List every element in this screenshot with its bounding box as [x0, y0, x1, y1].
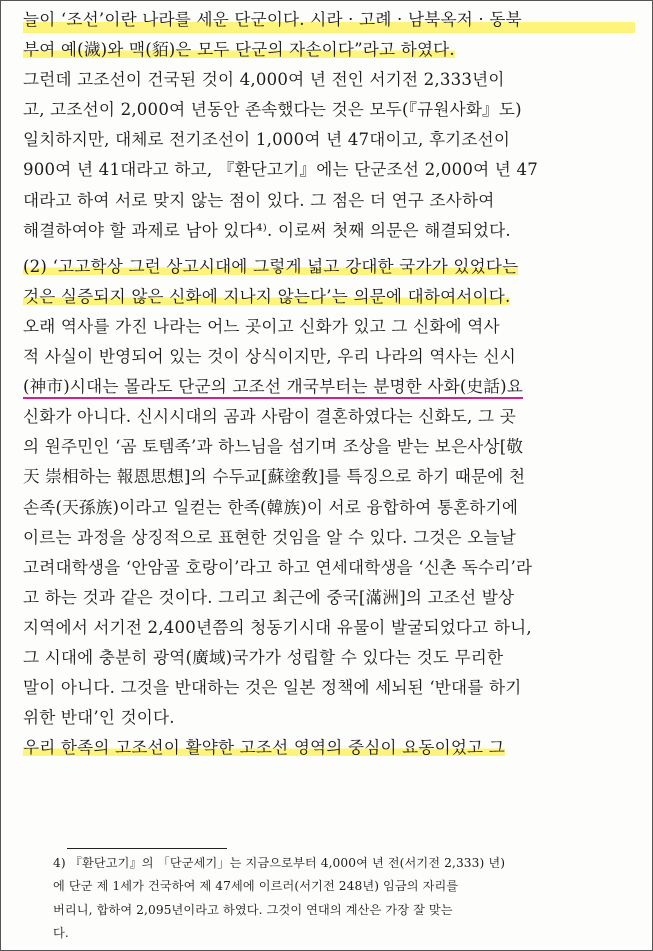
line-4: 고, 고조선이 2,000여 년동안 존속했다는 것은 모두(『규원사화』도)	[23, 100, 522, 120]
text-line	[23, 186, 635, 216]
footnote-line: 버리니, 합하여 2,095년이라고 하였다. 그것이 연대의 계산은 가장 잘 맞는	[53, 902, 453, 917]
text-line	[23, 583, 635, 613]
footnote-line: 에 단군 제 1세가 건국하여 제 47세에 이르러(서기전 248년) 임금의 자리를	[53, 879, 459, 894]
line-21: 지역에서 서기전 2,400년쯤의 청동기시대 유물이 발굴되었다고 하니,	[23, 617, 532, 637]
text-line	[23, 673, 635, 703]
text-line	[23, 553, 635, 583]
text-line	[23, 5, 635, 35]
text-line	[23, 125, 635, 155]
text-line	[23, 35, 635, 65]
text-line	[23, 402, 635, 432]
line-24: 위한 반대’인 것이다.	[23, 708, 175, 728]
text-line	[23, 613, 635, 643]
footnote-line: 다.	[53, 925, 69, 940]
body-text	[23, 5, 635, 763]
line-15: 의 원주민인 ‘곰 토템족’과 하느님을 섬기며 조상을 받는 보은사상[敬	[23, 437, 524, 457]
text-line	[23, 643, 635, 673]
line-19: 고려대학생을 ‘안암골 호랑이’라고 하고 연세대학생을 ‘신촌 독수리’라	[23, 557, 533, 577]
line-18: 이르는 과정을 상징적으로 표현한 것임을 알 수 있다. 그것은 오늘날	[23, 527, 516, 547]
text-line	[23, 523, 635, 553]
line-9: (2) ‘고고학상 그런 상고시대에 그렇게 넓고 강대한 국가가 있었다는	[23, 256, 519, 276]
line-25: 우리 한족의 고조선이 활약한 고조선 영역의 중심이 요동이었고 그	[23, 738, 505, 758]
text-line	[23, 252, 635, 282]
text-line	[23, 312, 635, 342]
line-2: 부여 예(濊)와 맥(貊)은 모두 단군의 자손이다”라고 하였다.	[23, 40, 455, 60]
line-6: 900여 년 41대라고 하고, 『환단고기』에는 단군조선 2,000여 년 47	[23, 160, 539, 180]
text-line	[23, 462, 635, 492]
footnote-rule	[67, 848, 227, 849]
line-7: 대라고 하여 서로 맞지 않는 점이 있다. 그 점은 더 연구 조사하여	[23, 190, 495, 210]
line-5: 일치하지만, 대체로 전기조선이 1,000여 년 47대이고, 후기조선이	[23, 130, 511, 150]
text-line	[23, 282, 635, 312]
footnote	[53, 852, 643, 945]
line-23: 말이 아니다. 그것을 반대하는 것은 일본 정책에 세뇌된 ‘반대를 하기	[23, 678, 522, 698]
text-line	[23, 155, 635, 185]
line-8: 해결하여야 할 과제로 남아 있다⁴⁾. 이로써 첫째 의문은 해결되었다.	[23, 220, 511, 240]
text-line	[23, 432, 635, 462]
line-11: 오래 역사를 가진 나라는 어느 곳이고 신화가 있고 그 신화에 역사	[23, 316, 500, 336]
line-10: 것은 실증되지 않은 신화에 지나지 않는다’는 의문에 대하여서이다.	[23, 286, 511, 306]
text-line	[23, 493, 635, 523]
text-line	[23, 65, 635, 95]
text-line	[23, 95, 635, 125]
line-17: 손족(天孫族)이라고 일컫는 한족(韓族)이 서로 융합하여 통혼하기에	[23, 497, 519, 517]
line-12: 적 사실이 반영되어 있는 것이 상식이지만, 우리 나라의 역사는 신시	[23, 347, 516, 367]
line-1: 늘이 ‘조선’이란 나라를 세운 단군이다. 시라 · 고례 · 남북옥저 · 동북	[23, 10, 522, 29]
line-20: 고 하는 것과 같은 것이다. 그리고 최근에 중국[滿洲]의 고조선 발상	[23, 587, 515, 607]
line-16: 天 崇相하는 報恩思想]의 수두교[蘇塗敎]를 특징으로 하기 때문에 천	[23, 467, 526, 487]
text-line	[23, 342, 635, 372]
footnote-line: 4) 『환단고기』의 「단군세기」는 지금으로부터 4,000여 년 전(서기전 2,333) 년)	[53, 856, 506, 870]
line-13: (神市)시대는 몰라도 단군의 고조선 개국부터는 분명한 사화(史話)요	[23, 377, 523, 397]
line-3: 그런데 고조선이 건국된 것이 4,000여 년 전인 서기전 2,333년이	[23, 70, 505, 90]
text-line	[23, 733, 635, 763]
text-line	[23, 703, 635, 733]
text-line	[23, 372, 635, 402]
line-14: 신화가 아니다. 신시시대의 곰과 사람이 결혼하였다는 신화도, 그 곳	[23, 407, 516, 427]
text-line	[23, 216, 635, 246]
line-22: 그 시대에 충분히 광역(廣域)국가가 성립할 수 있다는 것도 무리한	[23, 647, 504, 667]
